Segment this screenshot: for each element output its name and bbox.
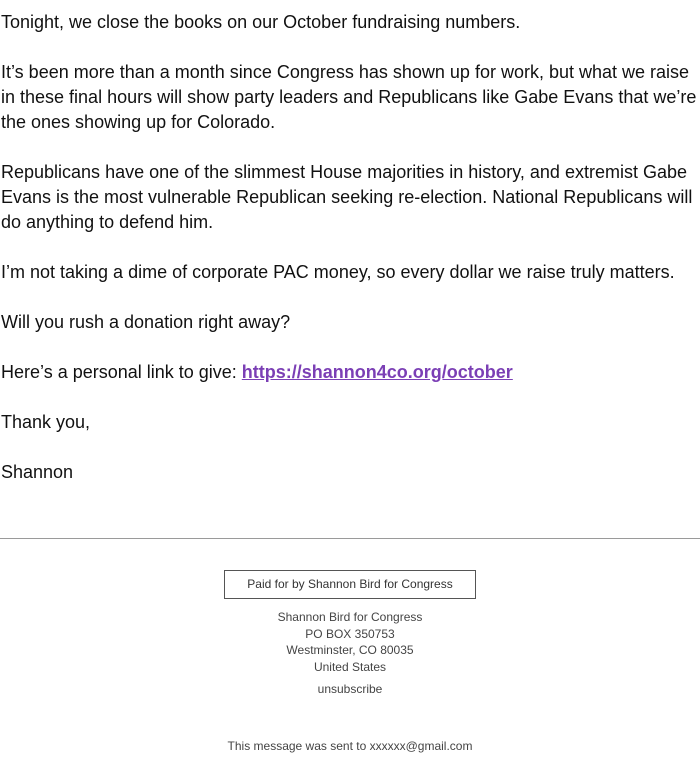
footer-divider bbox=[0, 538, 700, 539]
address-line-country: United States bbox=[313, 659, 387, 674]
sent-to-prefix: This message was sent to bbox=[227, 739, 370, 753]
address-line-pobox: PO BOX 350753 bbox=[305, 626, 395, 641]
paragraph-congress: It’s been more than a month since Congress has shown up for work, but what we raise in these final hours will show party leaders and Republicans like Gabe Evans that we’re the ones showing up for Colorado. bbox=[1, 62, 697, 132]
sent-to-notice bbox=[0, 738, 700, 754]
paragraph-pac-money: I’m not taking a dime of corporate PAC money, so every dollar we raise truly matters. bbox=[1, 262, 675, 282]
recipient-email: xxxxxx@gmail.com bbox=[369, 739, 473, 753]
paragraph-donation-ask: Will you rush a donation right away? bbox=[1, 312, 291, 332]
mailing-address bbox=[0, 609, 700, 675]
paragraph-personal-link bbox=[1, 360, 699, 385]
link-intro: Here’s a personal link to give: bbox=[1, 362, 242, 382]
paragraph-majorities: Republicans have one of the slimmest House majorities in history, and extremist Gabe Evans is the most vulnerable Republican seeking re-election. National Republicans will do anything to defend him. bbox=[1, 162, 693, 232]
address-line-city: Westminster, CO 80035 bbox=[286, 643, 414, 658]
paid-for-disclaimer: Paid for by Shannon Bird for Congress bbox=[224, 570, 476, 599]
unsubscribe-link[interactable]: unsubscribe bbox=[317, 682, 383, 696]
closing: Thank you, bbox=[1, 412, 91, 432]
address-line-org: Shannon Bird for Congress bbox=[277, 610, 423, 624]
signature: Shannon bbox=[1, 462, 74, 482]
donation-link[interactable]: https://shannon4co.org/october bbox=[241, 362, 513, 382]
paragraph-intro: Tonight, we close the books on our October fundraising numbers. bbox=[1, 12, 521, 32]
email-body bbox=[1, 10, 699, 510]
